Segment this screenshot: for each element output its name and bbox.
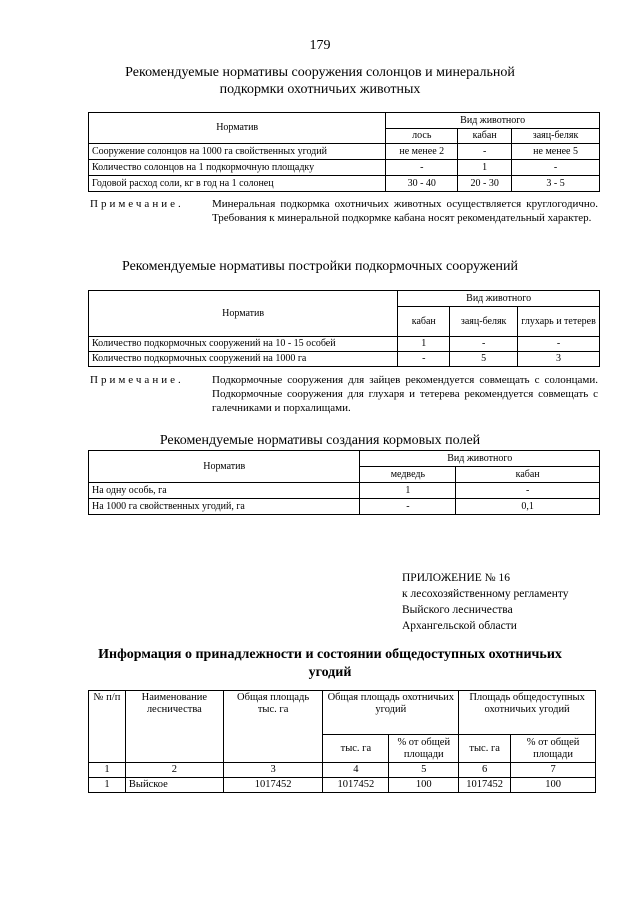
appendix-line: ПРИЛОЖЕНИЕ № 16: [402, 572, 511, 584]
header-animal-group: Вид животного: [360, 451, 600, 467]
section1-title-line2: подкормки охотничьих животных: [219, 82, 421, 97]
header-animal: глухарь и тетерев: [518, 307, 600, 337]
row-label: Годовой расход соли, кг в год на 1 солонец: [89, 176, 386, 192]
cell-value: Выйское: [125, 778, 223, 793]
cell-value: -: [456, 483, 600, 499]
cell-value: не менее 2: [386, 144, 458, 160]
table-row: [89, 352, 600, 367]
header-total-area: Общая площадь тыс. га: [223, 691, 323, 763]
index-row: [89, 763, 596, 778]
header-animal: заяц-беляк: [512, 129, 600, 144]
cell-value: 1017452: [459, 778, 511, 793]
index-cell: 6: [459, 763, 511, 778]
row-label: На 1000 га свойственных угодий, га: [89, 499, 360, 515]
note-label: Примечание.: [90, 198, 184, 210]
appendix-line: к лесохозяйственному регламенту: [402, 588, 569, 600]
header-percent: % от общей площади: [511, 735, 596, 763]
table-row: [89, 160, 600, 176]
appendix-line: Архангельской области: [402, 620, 517, 632]
cell-value: 1017452: [223, 778, 323, 793]
header-animal: кабан: [456, 467, 600, 483]
cell-value: 30 - 40: [386, 176, 458, 192]
cell-value: -: [512, 160, 600, 176]
table-row: [89, 499, 600, 515]
feeding-structures-table: [88, 290, 600, 367]
header-animal-group: Вид животного: [398, 291, 600, 307]
section4-title-line1: Информация о принадлежности и состоянии общедоступных охотничьих: [98, 647, 562, 662]
note-text: Подкормочные сооружения для зайцев рекомендуется совмещать с солонцами. Подкормочные сооружения для глухаря и тетерева рекомендуется совмещать с галечниками и порхалищами.: [212, 374, 598, 414]
row-label: Количество солонцов на 1 подкормочную площадку: [89, 160, 386, 176]
cell-value: не менее 5: [512, 144, 600, 160]
header-norm: Норматив: [89, 113, 386, 144]
page-number: 179: [309, 38, 331, 53]
cell-value: 3: [518, 352, 600, 367]
section1-note: [90, 197, 598, 225]
cell-value: 1: [360, 483, 456, 499]
feed-fields-table: [88, 450, 600, 515]
section4-title-line2: угодий: [308, 665, 352, 680]
cell-value: 1: [398, 337, 450, 352]
index-cell: 1: [89, 763, 126, 778]
cell-value: 1017452: [323, 778, 389, 793]
header-animal-group: Вид животного: [386, 113, 600, 129]
header-norm: Норматив: [89, 291, 398, 337]
table-row: [89, 337, 600, 352]
index-cell: 7: [511, 763, 596, 778]
cell-value: 1: [458, 160, 512, 176]
cell-value: 3 - 5: [512, 176, 600, 192]
cell-value: -: [360, 499, 456, 515]
hunting-grounds-table: [88, 690, 596, 793]
cell-value: 100: [389, 778, 459, 793]
cell-value: -: [450, 337, 518, 352]
cell-value: -: [386, 160, 458, 176]
section4-title: [60, 646, 600, 682]
cell-value: 20 - 30: [458, 176, 512, 192]
header-animal: кабан: [398, 307, 450, 337]
table-row: [89, 483, 600, 499]
header-animal: заяц-беляк: [450, 307, 518, 337]
section1-title-line1: Рекомендуемые нормативы сооружения солонцов и минеральной: [125, 65, 515, 80]
header-thousand-ha: тыс. га: [459, 735, 511, 763]
row-label: На одну особь, га: [89, 483, 360, 499]
cell-value: -: [458, 144, 512, 160]
header-num: № п/п: [89, 691, 126, 763]
table-row: [89, 778, 596, 793]
table-row: [89, 176, 600, 192]
header-public-area: Площадь общедоступных охотничьих угодий: [459, 691, 596, 735]
section2-title: Рекомендуемые нормативы постройки подкормочных сооружений: [121, 259, 519, 274]
cell-value: 5: [450, 352, 518, 367]
header-animal: лось: [386, 129, 458, 144]
table-row: [89, 144, 600, 160]
header-hunting-area: Общая площадь охотничьих угодий: [323, 691, 459, 735]
row-label: Сооружение солонцов на 1000 га свойственных угодий: [89, 144, 386, 160]
index-cell: 2: [125, 763, 223, 778]
cell-value: -: [518, 337, 600, 352]
header-forestry: Наименование лесничества: [125, 691, 223, 763]
cell-value: 100: [511, 778, 596, 793]
row-label: Количество подкормочных сооружений на 1000 га: [89, 352, 398, 367]
cell-value: 1: [89, 778, 126, 793]
header-animal: кабан: [458, 129, 512, 144]
header-animal: медведь: [360, 467, 456, 483]
appendix-header: [402, 570, 569, 634]
salt-lick-table: [88, 112, 600, 192]
cell-value: -: [398, 352, 450, 367]
appendix-line: Выйского лесничества: [402, 604, 513, 616]
row-label: Количество подкормочных сооружений на 10 - 15 особей: [89, 337, 398, 352]
header-percent: % от общей площади: [389, 735, 459, 763]
index-cell: 4: [323, 763, 389, 778]
header-norm: Норматив: [89, 451, 360, 483]
cell-value: 0,1: [456, 499, 600, 515]
index-cell: 3: [223, 763, 323, 778]
section3-title: Рекомендуемые нормативы создания кормовых полей: [159, 433, 481, 448]
note-label: Примечание.: [90, 374, 184, 386]
note-text: Минеральная подкормка охотничьих животных осуществляется круглогодично. Требования к минеральной подкормке кабана носят рекомендательный характер.: [212, 198, 598, 224]
section2-note: [90, 373, 598, 415]
header-thousand-ha: тыс. га: [323, 735, 389, 763]
index-cell: 5: [389, 763, 459, 778]
